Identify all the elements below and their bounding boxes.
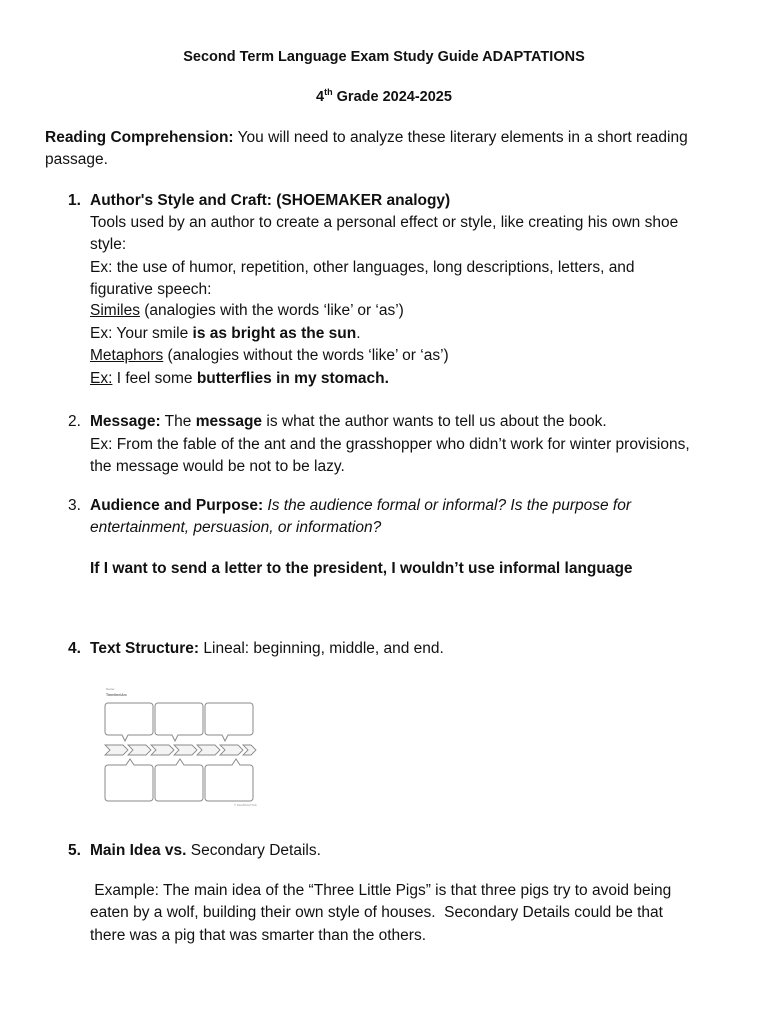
arrow-3	[151, 745, 174, 755]
simile-example-pre: Ex: Your smile	[90, 325, 193, 342]
item-5-line	[90, 840, 321, 863]
top-boxes	[105, 703, 253, 741]
metaphor-example-bold: butterflies in my stomach.	[196, 370, 389, 387]
item-1-line-1: Tools used by an author to create a personal effect or style, like creating his own shoe	[90, 214, 679, 231]
simile-example-bold: is as bright as the sun	[192, 325, 357, 342]
item-2-line-1	[90, 411, 607, 434]
message-bold-word: message	[195, 413, 263, 430]
metaphors-line	[90, 345, 449, 368]
audience-label: Audience and Purpose:	[90, 497, 264, 514]
arrow-4	[174, 745, 197, 755]
item-1-heading: Author's Style and Craft: (SHOEMAKER analogy)	[90, 192, 451, 209]
main-idea-label: Main Idea vs.	[90, 842, 187, 859]
grade-year: Grade 2024-2025	[332, 89, 452, 105]
arrow-2	[128, 745, 151, 755]
item-1-line-4: figurative speech:	[90, 281, 212, 298]
intro-line-2: passage.	[45, 151, 108, 168]
arrow-chain	[105, 745, 256, 755]
top-box-1	[105, 703, 153, 741]
item-3-line-1	[90, 495, 631, 518]
metaphor-example	[90, 368, 389, 391]
message-text-a: The	[160, 413, 196, 430]
item-5-example-1: Example: The main idea of the “Three Little Pigs” is that three pigs try to avoid being	[90, 882, 672, 899]
top-box-2	[155, 703, 203, 741]
diagram-name-label: Name:	[106, 687, 115, 691]
item-2-line-2: Ex: From the fable of the ant and the grasshopper who didn’t work for winter provisions,	[90, 436, 690, 453]
item-2-line-3: the message would be not to be lazy.	[90, 458, 345, 475]
item-1-line-3: Ex: the use of humor, repetition, other languages, long descriptions, letters, and	[90, 259, 635, 276]
similes-description: (analogies with the words ‘like’ or ‘as’)	[139, 302, 404, 319]
text-structure-label: Text Structure:	[90, 640, 200, 657]
arrow-6	[220, 745, 243, 755]
metaphor-example-pre: I feel some	[112, 370, 197, 387]
text-structure-text: Lineal: beginning, middle, and end.	[199, 640, 444, 657]
top-box-3	[205, 703, 253, 741]
item-1-number: 1.	[68, 192, 81, 209]
metaphors-term: Metaphors	[90, 347, 164, 364]
audience-example: If I want to send a letter to the president, I wouldn’t use informal language	[90, 560, 633, 577]
diagram-credit: © ReadWriteThink	[234, 803, 257, 807]
simile-example	[90, 323, 361, 346]
item-4-line	[90, 638, 444, 661]
item-5-example-3: there was a pig that was smarter than the others.	[90, 927, 427, 944]
bottom-box-2	[155, 759, 203, 801]
message-text-b: is what the author wants to tell us about the book.	[262, 413, 607, 430]
grade-superscript: th	[324, 87, 333, 98]
item-2-number: 2.	[68, 413, 81, 430]
item-3-number: 3.	[68, 497, 81, 514]
intro-text: You will need to analyze these literary elements in a short reading	[233, 129, 688, 146]
bottom-box-1	[105, 759, 153, 801]
item-5-example-2: eaten by a wolf, building their own style of houses. Secondary Details could be that	[90, 904, 663, 921]
grade-line	[0, 89, 768, 105]
metaphor-example-label: Ex:	[90, 370, 113, 387]
similes-term: Similes	[90, 302, 140, 319]
arrow-7	[243, 745, 256, 755]
intro-label: Reading Comprehension:	[45, 129, 234, 146]
audience-question-1: Is the audience formal or informal? Is the purpose for	[263, 497, 632, 514]
similes-line	[90, 300, 404, 323]
document-title: Second Term Language Exam Study Guide ADAPTATIONS	[183, 49, 585, 65]
grade-number: 4	[316, 89, 325, 105]
timeline-diagram	[100, 684, 260, 808]
item-4-number: 4.	[68, 640, 81, 657]
diagram-title: Timeline/Arc	[106, 693, 127, 697]
message-label: Message:	[90, 413, 161, 430]
bottom-box-3	[205, 759, 253, 801]
intro-line-1	[45, 127, 688, 150]
simile-example-end: .	[356, 325, 361, 342]
bottom-boxes	[105, 759, 253, 801]
arrow-1	[105, 745, 128, 755]
main-idea-text: Secondary Details.	[186, 842, 321, 859]
item-1-line-2: style:	[90, 236, 127, 253]
arrow-5	[197, 745, 220, 755]
item-5-number: 5.	[68, 842, 81, 859]
item-3-line-2: entertainment, persuasion, or information?	[90, 519, 382, 536]
metaphors-description: (analogies without the words ‘like’ or ‘as’)	[163, 347, 449, 364]
